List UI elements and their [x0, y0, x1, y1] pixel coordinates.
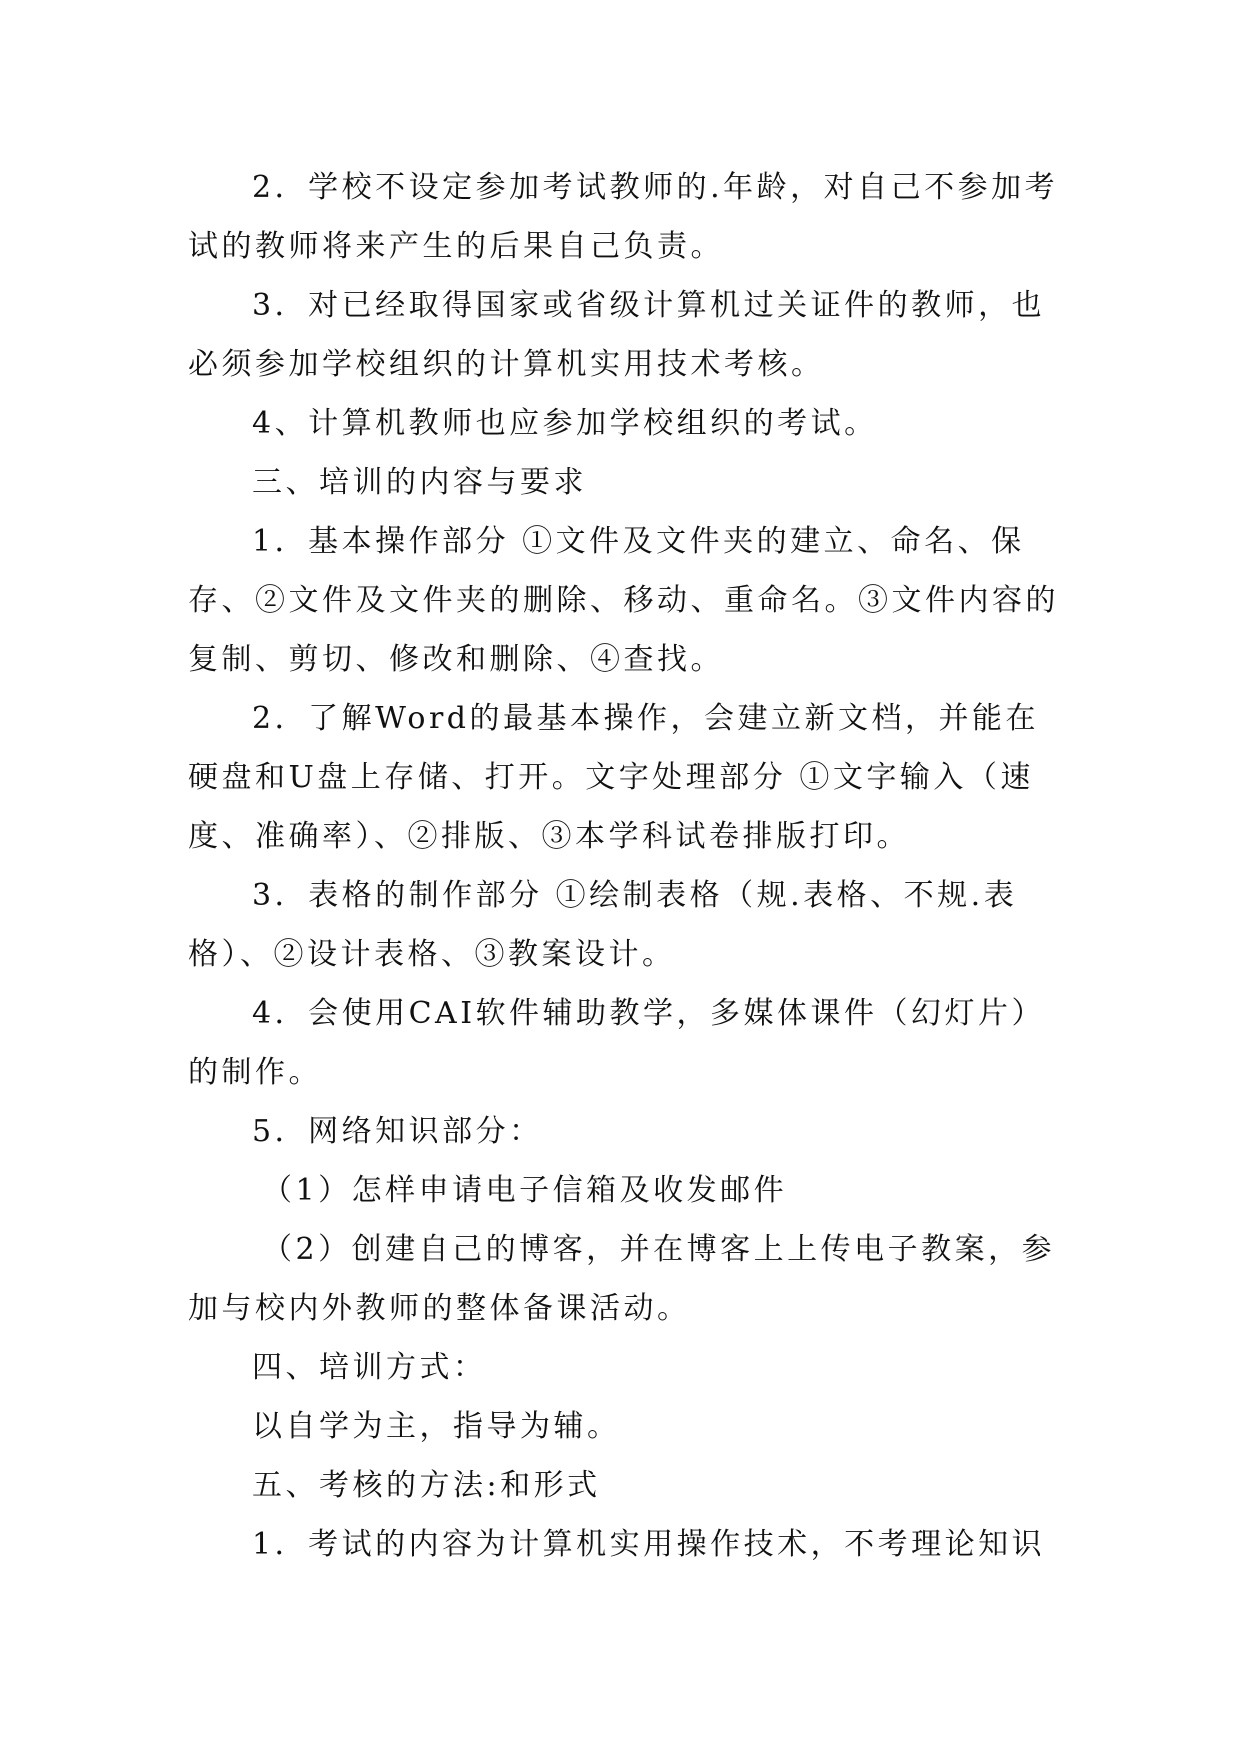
section-heading-training-method: 四、培训方式：: [252, 1350, 487, 1385]
paragraph-rule-4: 4、计算机教师也应参加学校组织的考试。: [252, 406, 878, 441]
paragraph-email: （1）怎样申请电子信箱及收发邮件: [262, 1173, 788, 1208]
document-body: [188, 158, 1068, 1574]
paragraph-basic-operations: 1．基本操作部分 ①文件及文件夹的建立、命名、保存、②文件及文件夹的删除、移动、重命名。③文件内容的复制、剪切、修改和删除、④查找。: [188, 524, 1059, 677]
paragraph-rule-2: 2．学校不设定参加考试教师的.年龄，对自己不参加考试的教师将来产生的后果自己负责。: [188, 170, 1059, 264]
section-heading-training-content: 三、培训的内容与要求: [252, 465, 587, 500]
paragraph-cai-software: 4．会使用CAI软件辅助教学，多媒体课件（幻灯片）的制作。: [188, 996, 1046, 1090]
section-heading-assessment: 五、考核的方法:和形式: [252, 1468, 601, 1503]
paragraph-word-processing: 2．了解Word的最基本操作，会建立新文档，并能在硬盘和U盘上存储、打开。文字处理部分 ①文字输入（速度、准确率）、②排版、③本学科试卷排版打印。: [188, 701, 1039, 854]
paragraph-network-knowledge: 5．网络知识部分：: [252, 1114, 543, 1149]
paragraph-self-study: 以自学为主，指导为辅。: [252, 1409, 621, 1444]
paragraph-rule-3: 3．对已经取得国家或省级计算机过关证件的教师，也必须参加学校组织的计算机实用技术考核。: [188, 288, 1046, 382]
paragraph-exam-content: 1．考试的内容为计算机实用操作技术，不考理论知识: [252, 1527, 1046, 1562]
paragraph-table-making: 3．表格的制作部分 ①绘制表格（规.表格、不规.表格）、②设计表格、③教案设计。: [188, 878, 1018, 972]
paragraph-blog: （2）创建自己的博客，并在博客上上传电子教案，参加与校内外教师的整体备课活动。: [188, 1232, 1056, 1326]
